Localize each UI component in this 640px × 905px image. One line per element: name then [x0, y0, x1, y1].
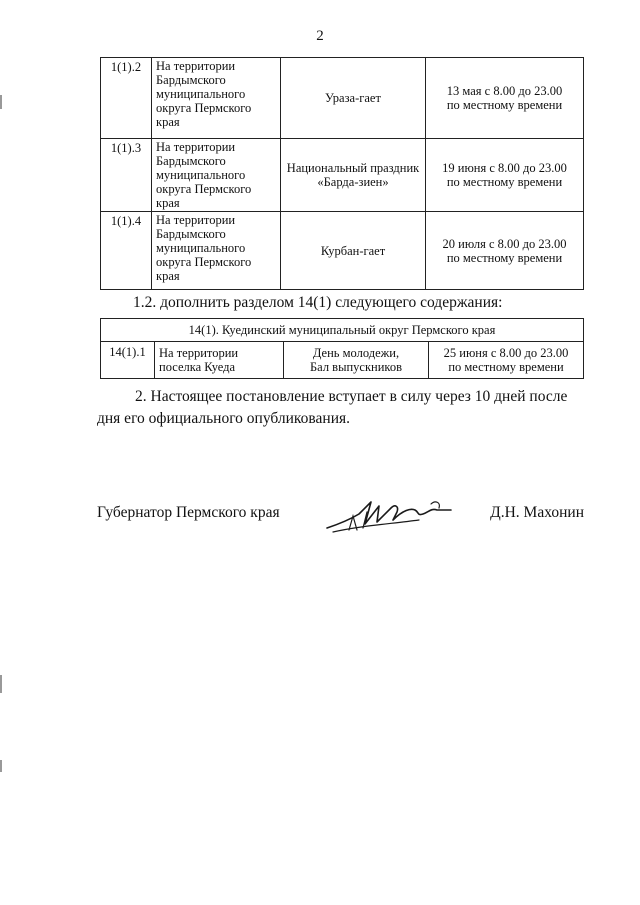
territory-line: На территории: [159, 346, 239, 360]
date-cell: [426, 212, 584, 290]
page-number: 2: [316, 28, 324, 44]
row-number: 1(1).2: [101, 58, 152, 139]
row-number: 1(1).3: [101, 139, 152, 212]
date-cell: [426, 58, 584, 139]
scan-margin-mark: [0, 675, 2, 693]
section-header-row: [101, 319, 584, 342]
row-number: 1(1).4: [101, 212, 152, 290]
event-cell: Курбан-гает: [281, 212, 426, 290]
date-line: 20 июля с 8.00 до 23.00: [442, 236, 567, 251]
territory-cell: На территории Бардымского муниципального округа Пермского края: [152, 58, 281, 139]
section-title: 14(1). Куединский муниципальный округ Пермского края: [101, 319, 584, 342]
territory-line: поселка Куеда: [159, 360, 236, 374]
amendment-paragraph: 1.2. дополнить разделом 14(1) следующего содержания:: [133, 294, 503, 311]
territory-cell: На территории Бардымского муниципального округа Пермского края: [152, 139, 281, 212]
event-cell: Ураза-гает: [281, 58, 426, 139]
territory-cell: [155, 342, 284, 379]
event-cell: Национальный праздник «Барда-зиен»: [281, 139, 426, 212]
territory-cell: На территории Бардымского муниципального округа Пермского края: [152, 212, 281, 290]
holidays-table-bardym: [100, 57, 584, 290]
time-zone-line: по местному времени: [446, 98, 563, 112]
date-cell: [426, 139, 584, 212]
row-number: 14(1).1: [101, 342, 155, 379]
event-cell: [284, 342, 429, 379]
scan-margin-mark: [0, 95, 2, 109]
signer-title: Губернатор Пермского края: [97, 504, 280, 521]
time-zone-line: по местному времени: [446, 175, 563, 189]
scan-margin-mark: [0, 760, 2, 772]
table-row: [101, 58, 584, 139]
event-line: День молодежи,: [312, 346, 400, 360]
date-line: 25 июня с 8.00 до 23.00: [443, 346, 569, 360]
clause-line: 2. Настоящее постановление вступает в силу через 10 дней после: [135, 388, 568, 405]
clause-line: дня его официального опубликования.: [97, 410, 351, 427]
time-zone-line: по местному времени: [448, 360, 564, 374]
handwritten-signature-icon: [319, 490, 459, 538]
date-line: 19 июня с 8.00 до 23.00: [442, 161, 567, 175]
date-line: 13 мая с 8.00 до 23.00: [446, 84, 563, 98]
time-zone-line: по местному времени: [446, 250, 563, 265]
table-row: [101, 212, 584, 290]
date-cell: [429, 342, 584, 379]
holidays-table-kueda: [100, 318, 584, 379]
signer-name: Д.Н. Махонин: [490, 504, 584, 521]
clause-2-paragraph: [97, 386, 584, 430]
signature-block: [97, 498, 584, 538]
table-row: [101, 342, 584, 379]
table-row: [101, 139, 584, 212]
event-line: Бал выпускников: [309, 360, 403, 374]
